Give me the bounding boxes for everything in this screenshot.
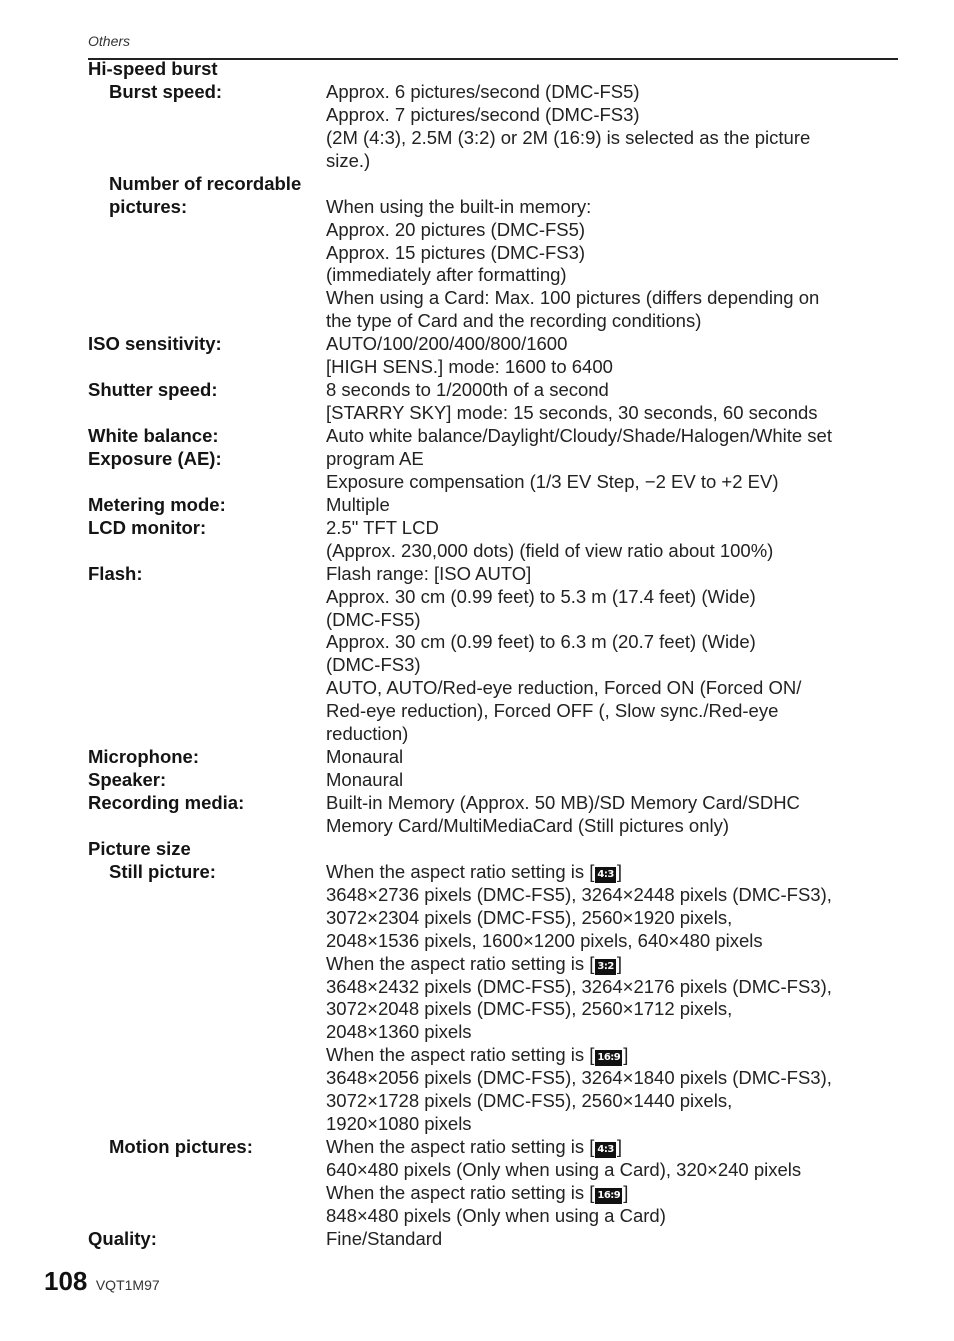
spec-value-text: When the aspect ratio setting is [	[326, 1181, 595, 1203]
spec-value	[326, 402, 818, 425]
spec-row	[0, 494, 954, 517]
spec-value	[326, 1159, 801, 1182]
spec-value	[326, 1182, 628, 1205]
spec-row	[0, 173, 954, 196]
aspect-ratio-icon: 16:9	[595, 1050, 622, 1066]
spec-row	[0, 631, 954, 654]
spec-value	[326, 287, 819, 310]
spec-value-text: 2048×1360 pixels	[326, 1021, 472, 1043]
spec-label: White balance:	[88, 425, 219, 446]
spec-row	[0, 930, 954, 953]
spec-value	[326, 815, 729, 838]
spec-row	[0, 219, 954, 242]
spec-row	[0, 953, 954, 976]
spec-row	[0, 196, 954, 219]
spec-row	[0, 1228, 954, 1251]
spec-value	[326, 861, 622, 884]
spec-list	[0, 58, 954, 1251]
spec-row	[0, 907, 954, 930]
spec-label: Microphone:	[88, 746, 199, 768]
spec-value-text: (Approx. 230,000 dots) (field of view ratio about 100%)	[326, 539, 774, 561]
spec-row	[0, 998, 954, 1021]
spec-value	[326, 1044, 628, 1067]
spec-row	[0, 150, 954, 173]
spec-value-text: When the aspect ratio setting is [	[326, 860, 595, 882]
spec-value	[326, 264, 567, 287]
spec-value-text: 3648×2736 pixels (DMC-FS5), 3264×2448 pixels (DMC-FS3),	[326, 883, 832, 905]
spec-value-text: AUTO/100/200/400/800/1600	[326, 333, 568, 355]
spec-value-text: [STARRY SKY] mode: 15 seconds, 30 seconds, 60 seconds	[326, 402, 818, 424]
spec-row	[0, 1159, 954, 1182]
spec-value-text: [HIGH SENS.] mode: 1600 to 6400	[326, 356, 613, 378]
spec-value	[326, 930, 763, 953]
spec-row	[0, 1044, 954, 1067]
spec-label: Quality:	[88, 1227, 157, 1249]
spec-row	[0, 287, 954, 310]
spec-value	[326, 1205, 666, 1228]
spec-value	[326, 494, 390, 517]
spec-value-text: Approx. 20 pictures (DMC-FS5)	[326, 218, 586, 240]
spec-label: Still picture:	[109, 860, 216, 882]
spec-value-text: Exposure compensation (1/3 EV Step, −2 EV to +2 EV)	[326, 470, 779, 492]
spec-row	[0, 540, 954, 563]
spec-label: Metering mode:	[88, 493, 226, 515]
spec-row	[0, 1090, 954, 1113]
spec-value-text: 2048×1536 pixels, 1600×1200 pixels, 640×480 pixels	[326, 929, 763, 951]
spec-value	[326, 998, 732, 1021]
spec-value	[326, 953, 622, 976]
spec-row	[0, 861, 954, 884]
spec-value-text: Red-eye reduction), Forced OFF (, Slow sync./Red-eye	[326, 700, 779, 722]
spec-row	[0, 654, 954, 677]
spec-row	[0, 723, 954, 746]
spec-value	[326, 723, 408, 746]
spec-value	[326, 471, 778, 494]
spec-row	[0, 242, 954, 265]
spec-label: Shutter speed:	[88, 379, 218, 401]
spec-value	[326, 150, 370, 173]
spec-value	[326, 425, 832, 448]
spec-value-text: (DMC-FS5)	[326, 608, 421, 630]
spec-value-text: Approx. 30 cm (0.99 feet) to 6.3 m (20.7 feet) (Wide)	[326, 631, 756, 653]
spec-label: ISO sensitivity:	[88, 333, 222, 355]
spec-row	[0, 127, 954, 150]
spec-value	[326, 1113, 472, 1136]
spec-value-text: When using the built-in memory:	[326, 195, 592, 217]
spec-value	[326, 1067, 832, 1090]
spec-value-text: Approx. 30 cm (0.99 feet) to 5.3 m (17.4 feet) (Wide)	[326, 585, 756, 607]
spec-row	[0, 792, 954, 815]
spec-row	[0, 333, 954, 356]
spec-value-text: Flash range: [ISO AUTO]	[326, 562, 532, 584]
spec-row	[0, 677, 954, 700]
spec-value-text: 640×480 pixels (Only when using a Card), 320×240 pixels	[326, 1159, 802, 1180]
page-footer	[44, 1266, 160, 1302]
spec-label: Exposure (AE):	[88, 447, 222, 469]
spec-value	[326, 631, 756, 654]
spec-value-text: When the aspect ratio setting is [	[326, 952, 595, 974]
spec-value-text: (2M (4:3), 2.5M (3:2) or 2M (16:9) is selected as the picture	[326, 126, 811, 148]
page-number: 108	[44, 1266, 88, 1296]
spec-value	[326, 976, 832, 999]
spec-value-text: 1920×1080 pixels	[326, 1113, 472, 1135]
spec-row	[0, 1113, 954, 1136]
spec-value-text: size.)	[326, 149, 371, 171]
spec-value-text: 848×480 pixels (Only when using a Card)	[326, 1204, 666, 1226]
spec-value	[326, 907, 732, 930]
spec-value	[326, 884, 832, 907]
spec-value-text: AUTO, AUTO/Red-eye reduction, Forced ON (Forced ON/	[326, 677, 802, 699]
spec-row	[0, 379, 954, 402]
doc-code: VQT1M97	[95, 1277, 160, 1293]
spec-value	[326, 196, 591, 219]
spec-value-text: Approx. 15 pictures (DMC-FS3)	[326, 241, 586, 263]
spec-value	[326, 700, 778, 723]
spec-row	[0, 81, 954, 104]
spec-value	[326, 1090, 732, 1113]
spec-value-text: 3648×2056 pixels (DMC-FS5), 3264×1840 pixels (DMC-FS3),	[326, 1067, 832, 1089]
spec-value-text: Approx. 7 pictures/second (DMC-FS3)	[326, 103, 640, 125]
spec-row	[0, 1136, 954, 1159]
spec-row	[0, 471, 954, 494]
spec-label: Speaker:	[88, 769, 167, 791]
spec-value-text: ]	[616, 860, 622, 882]
spec-value	[326, 219, 585, 242]
aspect-ratio-icon: 4:3	[595, 1142, 615, 1158]
aspect-ratio-icon: 16:9	[595, 1188, 622, 1204]
spec-value	[326, 563, 531, 586]
spec-value-text: ]	[623, 1044, 629, 1066]
spec-row	[0, 838, 954, 861]
spec-value	[326, 792, 800, 815]
spec-value	[326, 104, 640, 127]
spec-value	[326, 769, 403, 792]
spec-row	[0, 1205, 954, 1228]
spec-value-text: When using a Card: Max. 100 pictures (differs depending on	[326, 287, 820, 309]
spec-row	[0, 563, 954, 586]
spec-value-text: ]	[616, 1136, 622, 1158]
spec-row	[0, 310, 954, 333]
spec-label: Motion pictures:	[109, 1136, 253, 1158]
spec-row	[0, 1021, 954, 1044]
spec-label: Recording media:	[88, 792, 245, 813]
section-title: Others	[88, 33, 131, 49]
spec-value-text: When the aspect ratio setting is [	[326, 1044, 595, 1066]
spec-value-text: Auto white balance/Daylight/Cloudy/Shade/Halogen/White set	[326, 425, 832, 446]
aspect-ratio-icon: 3:2	[595, 959, 615, 975]
spec-value-text: When the aspect ratio setting is [	[326, 1136, 595, 1158]
spec-value-text: Multiple	[326, 493, 390, 515]
spec-value	[326, 81, 640, 104]
spec-value	[326, 242, 585, 265]
spec-label: Burst speed:	[109, 80, 223, 102]
spec-label: Flash:	[88, 562, 143, 584]
spec-value	[326, 310, 701, 333]
spec-value-text: program AE	[326, 447, 424, 469]
spec-label: LCD monitor:	[88, 516, 207, 538]
spec-value	[326, 379, 609, 402]
spec-row	[0, 1182, 954, 1205]
spec-row	[0, 976, 954, 999]
spec-row	[0, 1067, 954, 1090]
spec-label: Hi-speed burst	[88, 58, 218, 79]
spec-row	[0, 586, 954, 609]
page-header	[88, 30, 898, 60]
aspect-ratio-icon: 4:3	[595, 867, 615, 883]
spec-value-text: Fine/Standard	[326, 1227, 443, 1249]
spec-value-text: Monaural	[326, 746, 404, 768]
spec-row	[0, 264, 954, 287]
spec-value-text: Built-in Memory (Approx. 50 MB)/SD Memory Card/SDHC	[326, 792, 800, 813]
spec-value	[326, 356, 613, 379]
spec-value-text: Monaural	[326, 769, 404, 791]
spec-row	[0, 769, 954, 792]
spec-value	[326, 448, 424, 471]
spec-label: Picture size	[88, 837, 191, 859]
spec-row	[0, 517, 954, 540]
spec-value	[326, 517, 439, 540]
spec-row	[0, 815, 954, 838]
spec-row	[0, 448, 954, 471]
spec-value	[326, 586, 756, 609]
spec-value-text: the type of Card and the recording conditions)	[326, 310, 702, 332]
spec-value-text: 2.5" TFT LCD	[326, 516, 439, 538]
spec-value	[326, 1021, 472, 1044]
spec-label: pictures:	[109, 195, 188, 217]
spec-row	[0, 356, 954, 379]
spec-value	[326, 127, 810, 150]
spec-value-text: 3648×2432 pixels (DMC-FS5), 3264×2176 pixels (DMC-FS3),	[326, 975, 832, 997]
spec-value-text: (DMC-FS3)	[326, 654, 421, 676]
spec-value	[326, 677, 801, 700]
spec-value-text: 3072×2048 pixels (DMC-FS5), 2560×1712 pixels,	[326, 998, 733, 1020]
spec-row	[0, 746, 954, 769]
spec-value	[326, 654, 421, 677]
spec-label: Number of recordable	[109, 172, 302, 194]
spec-value-text: reduction)	[326, 723, 409, 745]
spec-row	[0, 609, 954, 632]
spec-row	[0, 700, 954, 723]
spec-value-text: 3072×1728 pixels (DMC-FS5), 2560×1440 pixels,	[326, 1090, 733, 1112]
spec-value	[326, 540, 773, 563]
spec-value	[326, 746, 403, 769]
spec-value-text: Approx. 6 pictures/second (DMC-FS5)	[326, 80, 640, 102]
spec-value-text: 3072×2304 pixels (DMC-FS5), 2560×1920 pixels,	[326, 906, 733, 928]
spec-row	[0, 58, 954, 81]
spec-value	[326, 609, 421, 632]
spec-value	[326, 1228, 442, 1251]
spec-row	[0, 104, 954, 127]
spec-value	[326, 1136, 622, 1159]
spec-value-text: 8 seconds to 1/2000th of a second	[326, 379, 609, 401]
spec-value-text: ]	[623, 1181, 629, 1203]
spec-value-text: Memory Card/MultiMediaCard (Still pictures only)	[326, 814, 729, 836]
spec-row	[0, 425, 954, 448]
spec-value-text: ]	[616, 952, 622, 974]
spec-row	[0, 884, 954, 907]
spec-value	[326, 333, 567, 356]
spec-value-text: (immediately after formatting)	[326, 264, 567, 286]
spec-row	[0, 402, 954, 425]
